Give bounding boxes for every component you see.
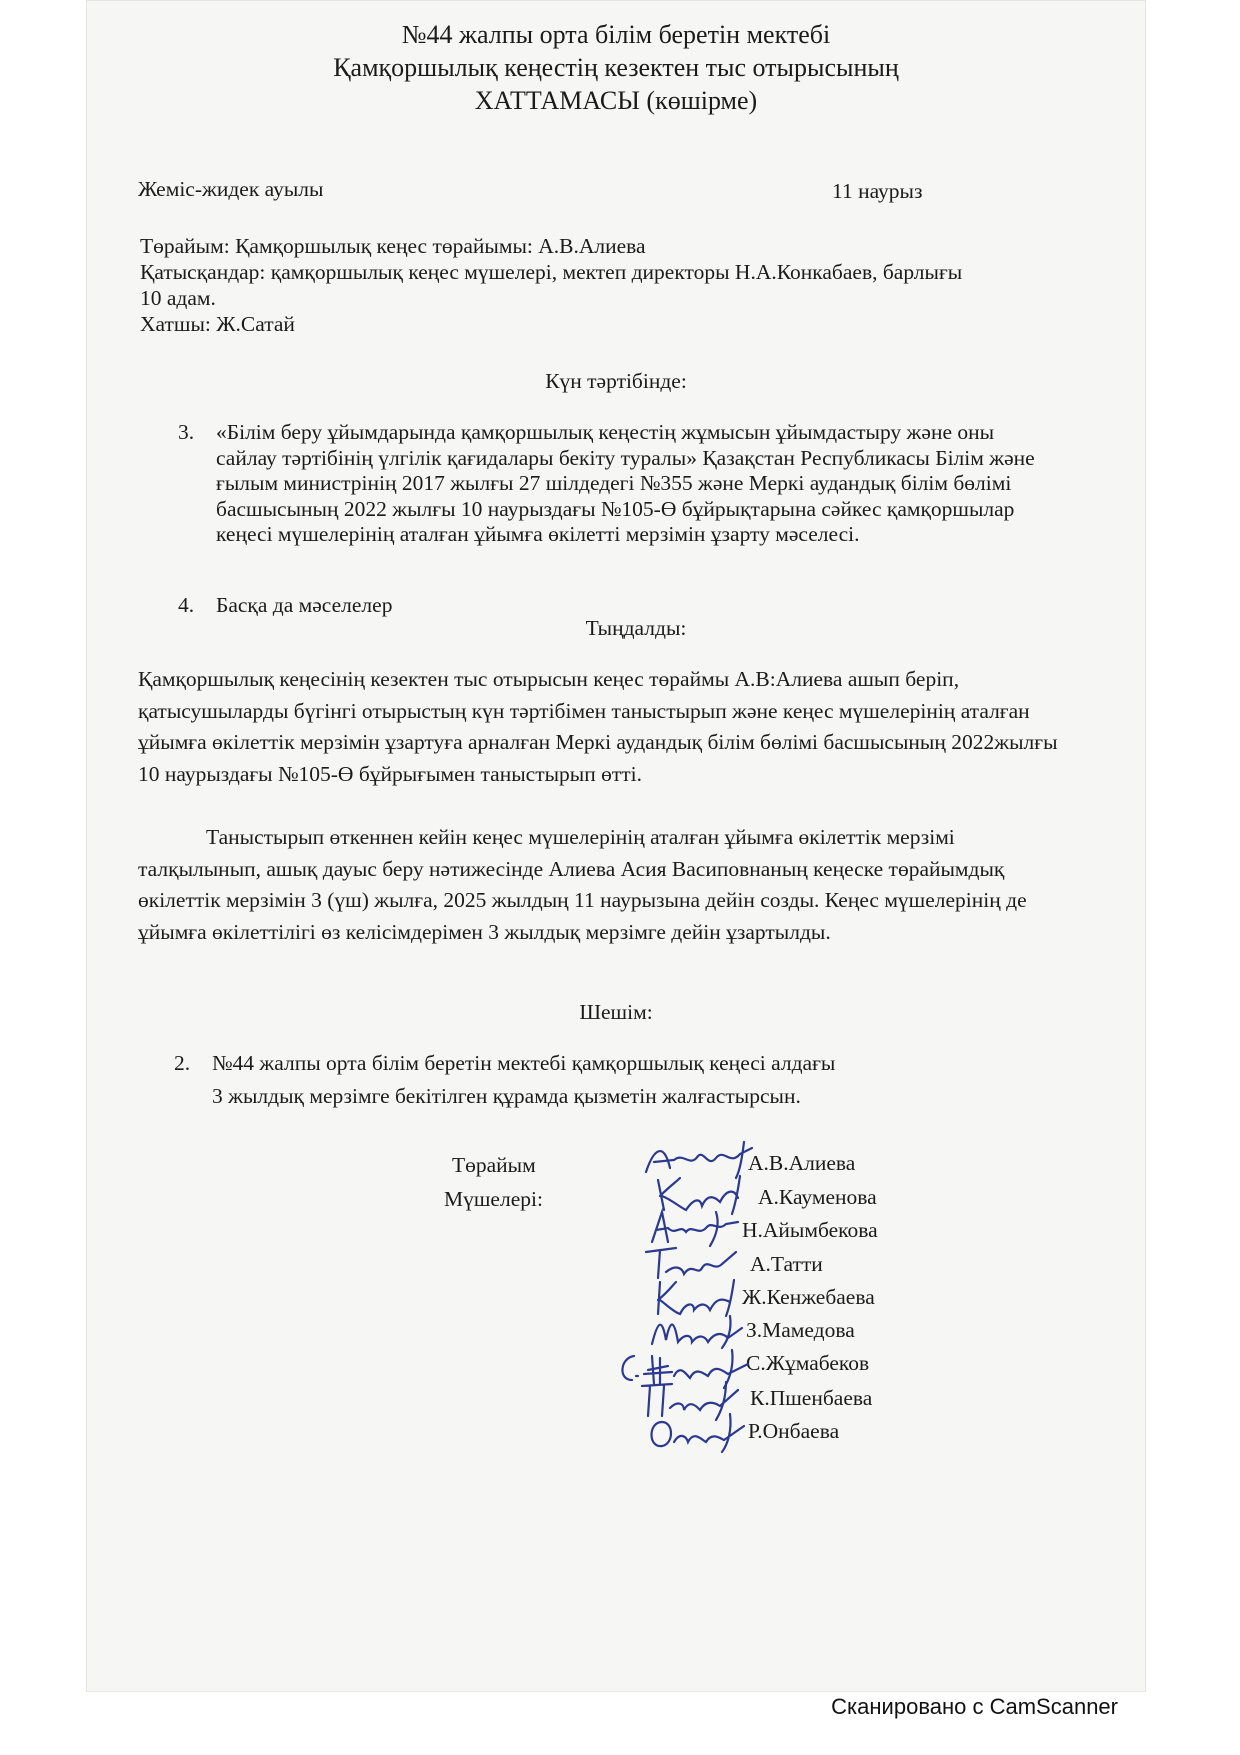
signature-stroke (652, 1414, 745, 1452)
decision-line-1: №44 жалпы орта білім беретін мектебі қамқоршылық кеңесі алдағы (212, 1051, 836, 1075)
agenda-heading: Күн тәртібінде: (545, 369, 687, 393)
heard-heading: Тыңдалды: (585, 616, 687, 640)
signer-name: А.Татти (750, 1252, 823, 1276)
members-signature-label: Мүшелері: (444, 1187, 543, 1211)
agenda-item-text: «Білім беру ұйымдарында қамқоршылық кеңестің жұмысын ұйымдастыру және оны сайлау тәртібінің үлгілік қағидалары бекіту туралы» Қазақстан Республикасы Білім және ғылым министрінің 2017 жылғы 27 шілдедегі №355 және Меркі аудандық білім бөлімі басшысының 2022 жылғы 10 наурыздағы №105-Ө бұйрықтарына сәйкес қамқоршылар кеңесі мүшелерінің аталған ұйымға өкілетті мерзімін ұзарту мәселесі. (216, 420, 1035, 546)
signer-name: А.Кауменова (758, 1185, 877, 1209)
signer-name: С.Жұмабеков (746, 1351, 870, 1375)
secretary-line: Хатшы: Ж.Сатай (140, 312, 295, 336)
heard-paragraph-1: Қамқоршылық кеңесінің кезектен тыс отырысын кеңес төраймы А.В:Алиева ашып беріп, қатысушыларды бүгінгі отырыстың күн тәртібімен таныстырып және кеңес мүшелерінің аталған ұйымға өкілеттік мерзімін ұзартуға арналған Меркі аудандық білім бөлімі басшысының 2022жылғы 10 наурыздағы №105-Ө бұйрығымен таныстырып өтті. (138, 667, 1058, 786)
attendees-count: 10 адам. (140, 286, 216, 310)
agenda-item-text: Басқа да мәселелер (216, 593, 393, 617)
protocol-title: ХАТТАМАСЫ (көшірме) (474, 86, 758, 115)
signer-name: К.Пшенбаева (750, 1386, 873, 1410)
chair-signature-label: Төрайым (452, 1153, 536, 1177)
agenda-item (178, 420, 1058, 548)
signer-name: Р.Онбаева (748, 1419, 840, 1443)
signer-name: А.В.Алиева (748, 1151, 856, 1175)
decision-line-2: 3 жылдық мерзімге бекітілген құрамда қызметін жалғастырсын. (212, 1084, 801, 1108)
agenda-item-number: 4. (178, 593, 195, 617)
decision-heading: Шешім: (579, 1000, 653, 1024)
heard-paragraph-2: Таныстырып өткеннен кейін кеңес мүшелерінің аталған ұйымға өкілеттік мерзімі талқылынып, ашық дауыс беру нәтижесінде Алиева Асия Васиповнаның кеңеске төрайымдық өкілеттік мерзімін 3 (үш) жылға, 2025 жылдың 11 наурызына дейін созды. Кеңес мүшелерінің де ұйымға өкілеттілігі өз келісімдерімен 3 жылдық мерзімге дейін ұзартылды. (138, 825, 1027, 944)
signer-name: Ж.Кенжебаева (742, 1285, 875, 1309)
agenda-item (178, 593, 1058, 619)
decision-number: 2. (174, 1051, 191, 1075)
signature-stroke (646, 1248, 736, 1278)
chair-line: Төрайым: Қамқоршылық кеңес төрайымы: А.В.Алиева (140, 234, 646, 258)
meeting-title: Қамқоршылық кеңестің кезектен тыс отырысының (333, 53, 899, 82)
date-text: 11 наурыз (832, 179, 923, 203)
school-title: №44 жалпы орта білім беретін мектебі (401, 20, 831, 49)
signer-name: З.Мамедова (746, 1318, 855, 1342)
signature-scribble (644, 1410, 754, 1454)
scanner-watermark: Сканировано с CamScanner (831, 1694, 1118, 1719)
agenda-item-number: 3. (178, 420, 195, 444)
place-text: Жеміс-жидек ауылы (138, 177, 324, 201)
signer-name: Н.Айымбекова (742, 1218, 878, 1242)
signature-stroke (652, 1212, 738, 1246)
attendees-line: Қатысқандар: қамқоршылық кеңес мүшелері, мектеп директоры Н.А.Конкабаев, барлығы (140, 260, 963, 284)
